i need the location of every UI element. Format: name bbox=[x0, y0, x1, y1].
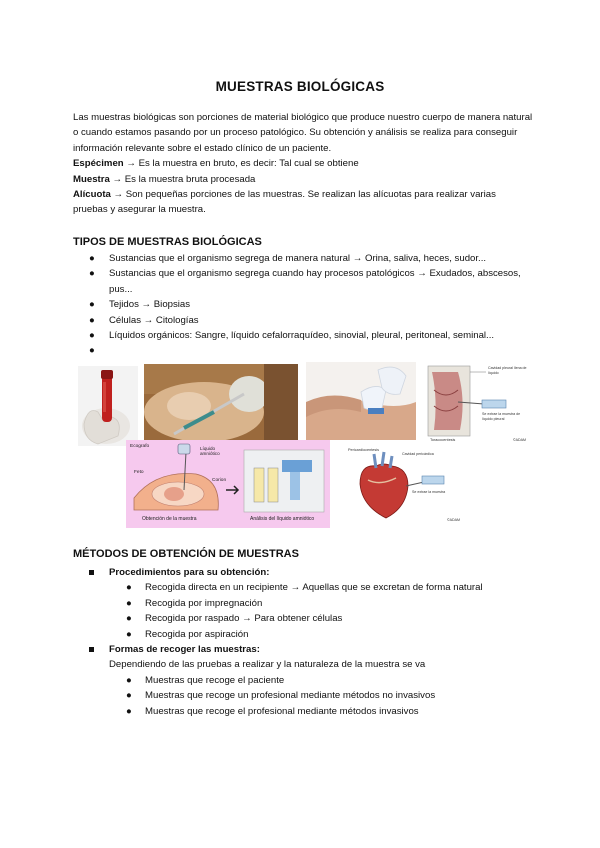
thorax-label-extract: Se extrae la muestra de líquido pleural bbox=[482, 412, 521, 421]
bullet-icon: ● bbox=[126, 597, 132, 609]
list-item-text: Sustancias que el organismo segrega cuando hay procesos patológicos → Exudados, abscesos, pus... bbox=[109, 268, 521, 295]
bullet-icon: ● bbox=[89, 314, 95, 326]
amnio-caption-analysis: Análisis del líquido amniótico bbox=[250, 516, 315, 522]
bullet-icon: ● bbox=[126, 690, 132, 702]
group-title-text: Formas de recoger las muestras: bbox=[109, 644, 260, 656]
list-item-text: Muestras que recoge el profesional mediante métodos invasivos bbox=[145, 705, 419, 717]
pericardiocentesis-figure bbox=[346, 446, 464, 526]
list-item-text: Muestras que recoge un profesional mediante métodos no invasivos bbox=[145, 690, 436, 702]
synovial-puncture-photo bbox=[306, 362, 416, 440]
definition-term: Espécimen bbox=[73, 158, 124, 170]
bullet-icon: ● bbox=[89, 330, 95, 342]
amnio-caption-sample: Obtención de la muestra bbox=[142, 516, 197, 522]
list-item bbox=[73, 611, 543, 626]
list-item-text: Recogida por raspado → Para obtener células bbox=[145, 613, 343, 625]
list-item-text: Sustancias que el organismo segrega de manera natural → Orina, saliva, heces, sudor... bbox=[109, 253, 487, 264]
bullet-icon: ● bbox=[89, 299, 95, 311]
types-heading: TIPOS DE MUESTRAS BIOLÓGICAS bbox=[73, 236, 262, 248]
list-item-text: Células → Citologías bbox=[109, 314, 199, 326]
methods-group-title bbox=[73, 642, 543, 657]
page-title: MUESTRAS BIOLÓGICAS bbox=[215, 79, 385, 94]
methods-group-title bbox=[73, 565, 543, 580]
definition-text: → Es la muestra en bruto, es decir: Tal cual se obtiene bbox=[123, 158, 359, 170]
list-item bbox=[73, 328, 533, 343]
thorax-caption: Toracocentesis bbox=[430, 438, 456, 442]
thorax-label-cavity: Cavidad pleural llena de líquido bbox=[488, 366, 527, 375]
bullet-icon: ● bbox=[89, 345, 95, 357]
square-bullet-icon bbox=[89, 570, 94, 575]
adam-brand-label: ©ADAM bbox=[446, 518, 460, 522]
bullet-icon: ● bbox=[126, 613, 132, 625]
heart-label-extract: Se extrae la muestra bbox=[412, 490, 446, 494]
list-item bbox=[73, 251, 533, 266]
intro-section bbox=[73, 110, 533, 218]
bullet-icon: ● bbox=[126, 705, 132, 717]
thoracentesis-figure bbox=[424, 360, 530, 446]
bullet-icon: ● bbox=[126, 582, 132, 594]
heart-caption: Pericardiocentesis bbox=[348, 448, 380, 452]
square-bullet-icon bbox=[89, 647, 94, 652]
list-item-text: Tejidos → Biopsias bbox=[109, 299, 191, 311]
list-item-text: Recogida directa en un recipiente → Aquellas que se excretan de forma natural bbox=[145, 582, 483, 594]
amnio-label-echograph: Ecografo bbox=[130, 444, 150, 449]
list-item bbox=[73, 297, 533, 312]
group-title-text: Procedimientos para su obtención: bbox=[109, 567, 270, 578]
intro-paragraph: Las muestras biológicas son porciones de material biológico que produce nuestro cuerpo de manera natural o cuando estamos pasando por un proceso patológico. Su obtención y análisis se realiza para conseguir información relevante sobre el estado clínico de un paciente. bbox=[73, 112, 533, 154]
group-intro-text: Dependiendo de las pruebas a realizar y la naturaleza de la muestra se va bbox=[109, 659, 426, 671]
amnio-label-fluid: Líquido amniótico bbox=[200, 446, 220, 456]
biopsy-photo bbox=[144, 364, 298, 446]
list-item bbox=[73, 596, 543, 611]
list-item bbox=[73, 266, 533, 297]
definition-text: → Son pequeñas porciones de las muestras. Se realizan las alícuotas para realizar varias pruebas y asegurar la muestra. bbox=[73, 189, 496, 216]
definition-term: Muestra bbox=[73, 173, 110, 185]
definition-alicuota bbox=[73, 187, 533, 218]
definition-text: → Es la muestra bruta procesada bbox=[109, 173, 256, 185]
list-item bbox=[73, 673, 543, 688]
definition-term: Alícuota bbox=[73, 189, 111, 201]
heart-label-cavity: Cavidad pericárdica bbox=[402, 452, 434, 456]
amnio-label-chorion: Corion bbox=[212, 478, 227, 483]
bullet-icon: ● bbox=[126, 674, 132, 686]
definition-especimen bbox=[73, 156, 533, 171]
types-list bbox=[73, 251, 533, 357]
amnio-label-fetus: Feto bbox=[134, 470, 144, 475]
list-item bbox=[73, 627, 543, 642]
list-item-text: Líquidos orgánicos: Sangre, líquido cefalorraquídeo, sinovial, pleural, peritoneal, seminal... bbox=[109, 330, 495, 342]
list-item bbox=[73, 688, 543, 703]
methods-heading: MÉTODOS DE OBTENCIÓN DE MUESTRAS bbox=[73, 548, 299, 560]
figures-collage bbox=[0, 358, 600, 530]
list-item-text: Muestras que recoge el paciente bbox=[145, 674, 285, 686]
list-item bbox=[73, 580, 543, 595]
methods-list bbox=[73, 565, 543, 719]
definition-muestra bbox=[73, 172, 533, 187]
amniocentesis-figure bbox=[126, 440, 330, 528]
list-item bbox=[73, 313, 533, 328]
list-item-text: Recogida por impregnación bbox=[145, 597, 263, 609]
list-item bbox=[73, 704, 543, 719]
bullet-icon: ● bbox=[126, 628, 132, 640]
bullet-icon: ● bbox=[89, 253, 95, 264]
bullet-icon: ● bbox=[89, 268, 95, 280]
adam-brand-label: ©ADAM bbox=[512, 438, 526, 442]
blood-tube-photo bbox=[78, 366, 138, 446]
list-item-text: Recogida por aspiración bbox=[145, 628, 249, 640]
